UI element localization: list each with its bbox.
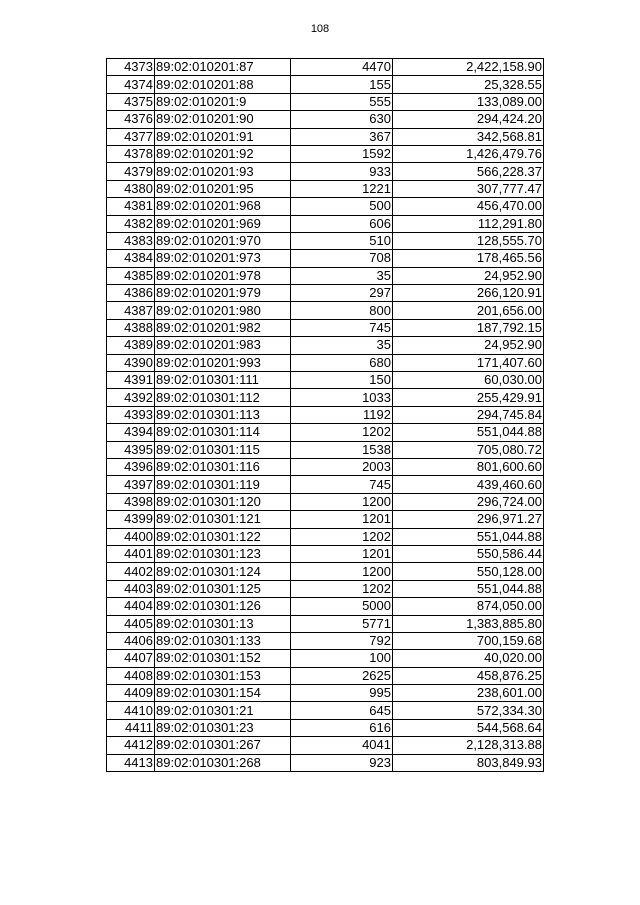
row-number-cell: 4410 — [107, 702, 155, 719]
area-cell: 1202 — [291, 580, 393, 597]
row-number-cell: 4385 — [107, 267, 155, 284]
area-cell: 1202 — [291, 424, 393, 441]
row-number-cell: 4382 — [107, 215, 155, 232]
table-row — [107, 406, 544, 423]
row-number-cell: 4405 — [107, 615, 155, 632]
cadastral-number-cell: 89:02:010301:267 — [155, 737, 291, 754]
row-number-cell: 4411 — [107, 719, 155, 736]
row-number-cell: 4412 — [107, 737, 155, 754]
table-row — [107, 354, 544, 371]
cadastral-value-cell: 40,020.00 — [393, 650, 544, 667]
cadastral-number-cell: 89:02:010301:23 — [155, 719, 291, 736]
cadastral-number-cell: 89:02:010301:120 — [155, 493, 291, 510]
cadastral-number-cell: 89:02:010301:154 — [155, 685, 291, 702]
area-cell: 1202 — [291, 528, 393, 545]
cadastral-number-cell: 89:02:010201:90 — [155, 111, 291, 128]
cadastral-number-cell: 89:02:010201:979 — [155, 285, 291, 302]
cadastral-value-cell: 551,044.88 — [393, 528, 544, 545]
area-cell: 645 — [291, 702, 393, 719]
table-row — [107, 76, 544, 93]
area-cell: 792 — [291, 632, 393, 649]
cadastral-number-cell: 89:02:010201:9 — [155, 93, 291, 110]
cadastral-value-cell: 551,044.88 — [393, 580, 544, 597]
cadastral-number-cell: 89:02:010301:116 — [155, 458, 291, 475]
table-row — [107, 685, 544, 702]
area-cell: 150 — [291, 372, 393, 389]
area-cell: 1192 — [291, 406, 393, 423]
cadastral-number-cell: 89:02:010301:126 — [155, 598, 291, 615]
row-number-cell: 4380 — [107, 180, 155, 197]
cadastral-number-cell: 89:02:010301:115 — [155, 441, 291, 458]
cadastral-number-cell: 89:02:010301:13 — [155, 615, 291, 632]
table-row — [107, 511, 544, 528]
area-cell: 367 — [291, 128, 393, 145]
area-cell: 680 — [291, 354, 393, 371]
area-cell: 4470 — [291, 59, 393, 76]
table-row — [107, 754, 544, 771]
table-row — [107, 128, 544, 145]
cadastral-number-cell: 89:02:010301:152 — [155, 650, 291, 667]
row-number-cell: 4393 — [107, 406, 155, 423]
area-cell: 510 — [291, 232, 393, 249]
row-number-cell: 4384 — [107, 250, 155, 267]
cadastral-number-cell: 89:02:010301:119 — [155, 476, 291, 493]
cadastral-value-cell: 700,159.68 — [393, 632, 544, 649]
row-number-cell: 4379 — [107, 163, 155, 180]
cadastral-number-cell: 89:02:010201:87 — [155, 59, 291, 76]
area-cell: 800 — [291, 302, 393, 319]
cadastral-value-cell: 550,128.00 — [393, 563, 544, 580]
cadastral-value-cell: 266,120.91 — [393, 285, 544, 302]
row-number-cell: 4408 — [107, 667, 155, 684]
row-number-cell: 4390 — [107, 354, 155, 371]
cadastral-number-cell: 89:02:010301:153 — [155, 667, 291, 684]
cadastral-number-cell: 89:02:010301:21 — [155, 702, 291, 719]
area-cell: 745 — [291, 476, 393, 493]
cadastral-number-cell: 89:02:010201:93 — [155, 163, 291, 180]
row-number-cell: 4396 — [107, 458, 155, 475]
area-cell: 1592 — [291, 145, 393, 162]
cadastral-number-cell: 89:02:010301:124 — [155, 563, 291, 580]
table-row — [107, 111, 544, 128]
area-cell: 1221 — [291, 180, 393, 197]
area-cell: 500 — [291, 198, 393, 215]
cadastral-value-cell: 439,460.60 — [393, 476, 544, 493]
row-number-cell: 4381 — [107, 198, 155, 215]
table-row — [107, 598, 544, 615]
cadastral-number-cell: 89:02:010301:123 — [155, 545, 291, 562]
row-number-cell: 4375 — [107, 93, 155, 110]
area-cell: 995 — [291, 685, 393, 702]
row-number-cell: 4391 — [107, 372, 155, 389]
table-row — [107, 389, 544, 406]
row-number-cell: 4388 — [107, 319, 155, 336]
area-cell: 35 — [291, 337, 393, 354]
cadastral-number-cell: 89:02:010201:88 — [155, 76, 291, 93]
cadastral-value-cell: 566,228.37 — [393, 163, 544, 180]
area-cell: 1538 — [291, 441, 393, 458]
area-cell: 100 — [291, 650, 393, 667]
row-number-cell: 4373 — [107, 59, 155, 76]
area-cell: 2003 — [291, 458, 393, 475]
area-cell: 5771 — [291, 615, 393, 632]
area-cell: 1201 — [291, 545, 393, 562]
cadastral-value-cell: 458,876.25 — [393, 667, 544, 684]
cadastral-value-table — [106, 58, 544, 772]
table-row — [107, 737, 544, 754]
table-row — [107, 285, 544, 302]
cadastral-value-cell: 294,745.84 — [393, 406, 544, 423]
area-cell: 1201 — [291, 511, 393, 528]
table-row — [107, 615, 544, 632]
table-row — [107, 424, 544, 441]
area-cell: 616 — [291, 719, 393, 736]
row-number-cell: 4409 — [107, 685, 155, 702]
page-number: 108 — [310, 23, 330, 35]
cadastral-value-cell: 1,383,885.80 — [393, 615, 544, 632]
area-cell: 555 — [291, 93, 393, 110]
cadastral-value-cell: 171,407.60 — [393, 354, 544, 371]
cadastral-value-cell: 133,089.00 — [393, 93, 544, 110]
cadastral-number-cell: 89:02:010301:113 — [155, 406, 291, 423]
cadastral-value-cell: 296,971.27 — [393, 511, 544, 528]
row-number-cell: 4402 — [107, 563, 155, 580]
table-row — [107, 719, 544, 736]
cadastral-number-cell: 89:02:010301:122 — [155, 528, 291, 545]
table-row — [107, 493, 544, 510]
cadastral-value-cell: 128,555.70 — [393, 232, 544, 249]
table-row — [107, 180, 544, 197]
area-cell: 923 — [291, 754, 393, 771]
table-row — [107, 476, 544, 493]
cadastral-value-cell: 572,334.30 — [393, 702, 544, 719]
row-number-cell: 4397 — [107, 476, 155, 493]
row-number-cell: 4386 — [107, 285, 155, 302]
cadastral-number-cell: 89:02:010201:978 — [155, 267, 291, 284]
cadastral-value-cell: 187,792.15 — [393, 319, 544, 336]
table-row — [107, 528, 544, 545]
table-row — [107, 545, 544, 562]
area-cell: 5000 — [291, 598, 393, 615]
table-row — [107, 145, 544, 162]
row-number-cell: 4398 — [107, 493, 155, 510]
cadastral-number-cell: 89:02:010201:92 — [155, 145, 291, 162]
cadastral-value-cell: 60,030.00 — [393, 372, 544, 389]
row-number-cell: 4399 — [107, 511, 155, 528]
table-row — [107, 59, 544, 76]
cadastral-value-cell: 255,429.91 — [393, 389, 544, 406]
cadastral-number-cell: 89:02:010201:95 — [155, 180, 291, 197]
cadastral-number-cell: 89:02:010201:970 — [155, 232, 291, 249]
table-row — [107, 372, 544, 389]
cadastral-value-cell: 24,952.90 — [393, 267, 544, 284]
table-row — [107, 632, 544, 649]
area-cell: 4041 — [291, 737, 393, 754]
area-cell: 155 — [291, 76, 393, 93]
table-body — [107, 59, 544, 772]
table-row — [107, 163, 544, 180]
area-cell: 745 — [291, 319, 393, 336]
table-row — [107, 458, 544, 475]
cadastral-value-cell: 2,422,158.90 — [393, 59, 544, 76]
row-number-cell: 4395 — [107, 441, 155, 458]
table-row — [107, 441, 544, 458]
table-row — [107, 198, 544, 215]
row-number-cell: 4401 — [107, 545, 155, 562]
area-cell: 1033 — [291, 389, 393, 406]
cadastral-number-cell: 89:02:010301:121 — [155, 511, 291, 528]
cadastral-value-cell: 238,601.00 — [393, 685, 544, 702]
cadastral-value-cell: 874,050.00 — [393, 598, 544, 615]
cadastral-number-cell: 89:02:010301:112 — [155, 389, 291, 406]
table-row — [107, 232, 544, 249]
row-number-cell: 4377 — [107, 128, 155, 145]
table-row — [107, 267, 544, 284]
cadastral-number-cell: 89:02:010301:114 — [155, 424, 291, 441]
row-number-cell: 4376 — [107, 111, 155, 128]
cadastral-value-cell: 551,044.88 — [393, 424, 544, 441]
cadastral-value-cell: 803,849.93 — [393, 754, 544, 771]
row-number-cell: 4374 — [107, 76, 155, 93]
cadastral-number-cell: 89:02:010201:973 — [155, 250, 291, 267]
cadastral-value-cell: 296,724.00 — [393, 493, 544, 510]
table-row — [107, 650, 544, 667]
table-row — [107, 250, 544, 267]
cadastral-number-cell: 89:02:010201:983 — [155, 337, 291, 354]
cadastral-value-cell: 1,426,479.76 — [393, 145, 544, 162]
table-row — [107, 302, 544, 319]
row-number-cell: 4407 — [107, 650, 155, 667]
cadastral-value-cell: 801,600.60 — [393, 458, 544, 475]
cadastral-number-cell: 89:02:010201:980 — [155, 302, 291, 319]
cadastral-value-cell: 24,952.90 — [393, 337, 544, 354]
cadastral-value-cell: 2,128,313.88 — [393, 737, 544, 754]
cadastral-number-cell: 89:02:010201:968 — [155, 198, 291, 215]
area-cell: 35 — [291, 267, 393, 284]
cadastral-value-cell: 25,328.55 — [393, 76, 544, 93]
area-cell: 1200 — [291, 493, 393, 510]
area-cell: 1200 — [291, 563, 393, 580]
cadastral-number-cell: 89:02:010301:111 — [155, 372, 291, 389]
row-number-cell: 4389 — [107, 337, 155, 354]
row-number-cell: 4392 — [107, 389, 155, 406]
cadastral-number-cell: 89:02:010301:268 — [155, 754, 291, 771]
row-number-cell: 4378 — [107, 145, 155, 162]
cadastral-value-cell: 294,424.20 — [393, 111, 544, 128]
cadastral-number-cell: 89:02:010201:982 — [155, 319, 291, 336]
cadastral-value-cell: 544,568.64 — [393, 719, 544, 736]
area-cell: 2625 — [291, 667, 393, 684]
cadastral-number-cell: 89:02:010301:133 — [155, 632, 291, 649]
cadastral-number-cell: 89:02:010301:125 — [155, 580, 291, 597]
cadastral-number-cell: 89:02:010201:993 — [155, 354, 291, 371]
row-number-cell: 4400 — [107, 528, 155, 545]
cadastral-value-cell: 342,568.81 — [393, 128, 544, 145]
area-cell: 933 — [291, 163, 393, 180]
table-row — [107, 563, 544, 580]
table-row — [107, 319, 544, 336]
row-number-cell: 4403 — [107, 580, 155, 597]
cadastral-value-cell: 112,291.80 — [393, 215, 544, 232]
table-row — [107, 667, 544, 684]
cadastral-value-cell: 456,470.00 — [393, 198, 544, 215]
row-number-cell: 4413 — [107, 754, 155, 771]
cadastral-value-cell: 201,656.00 — [393, 302, 544, 319]
row-number-cell: 4394 — [107, 424, 155, 441]
row-number-cell: 4387 — [107, 302, 155, 319]
table-row — [107, 580, 544, 597]
table-row — [107, 215, 544, 232]
cadastral-value-cell: 550,586.44 — [393, 545, 544, 562]
row-number-cell: 4406 — [107, 632, 155, 649]
table-row — [107, 93, 544, 110]
area-cell: 708 — [291, 250, 393, 267]
row-number-cell: 4383 — [107, 232, 155, 249]
area-cell: 297 — [291, 285, 393, 302]
row-number-cell: 4404 — [107, 598, 155, 615]
cadastral-value-cell: 307,777.47 — [393, 180, 544, 197]
table-row — [107, 337, 544, 354]
area-cell: 606 — [291, 215, 393, 232]
cadastral-number-cell: 89:02:010201:969 — [155, 215, 291, 232]
cadastral-value-cell: 178,465.56 — [393, 250, 544, 267]
cadastral-value-cell: 705,080.72 — [393, 441, 544, 458]
cadastral-number-cell: 89:02:010201:91 — [155, 128, 291, 145]
area-cell: 630 — [291, 111, 393, 128]
table-row — [107, 702, 544, 719]
